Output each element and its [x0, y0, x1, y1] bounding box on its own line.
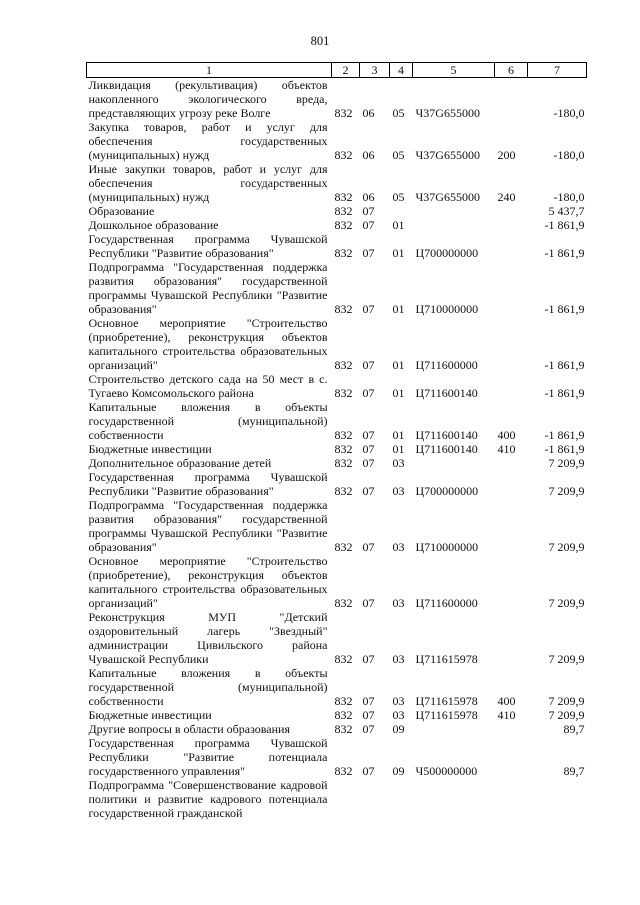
- page-number: 801: [310, 34, 330, 48]
- row-name-cell: Государственная программа Чувашской Республики "Развитие потенциала государственного управления": [88, 736, 328, 778]
- row-subsection-cell: 03: [392, 708, 405, 722]
- table-row: [87, 232, 587, 260]
- row-name-cell: Реконструкция МУП "Детский оздоровительный лагерь "Звездный" администрации Цивильского района Чувашской Республики: [88, 610, 328, 666]
- row-target-article-cell: Ц711615978: [415, 652, 478, 666]
- row-name-cell: Образование: [88, 204, 155, 218]
- row-subsection-cell: 05: [392, 106, 405, 120]
- row-admin-code-cell: 832: [334, 540, 353, 554]
- row-amount-cell: 7 209,9: [548, 540, 585, 554]
- table-row: [87, 442, 587, 456]
- row-target-article-cell: Ц710000000: [415, 540, 479, 554]
- row-admin-code-cell: 832: [334, 484, 353, 498]
- row-amount-cell: 5 437,7: [548, 204, 585, 218]
- row-expense-type-cell: [495, 470, 528, 498]
- table-row: [87, 778, 587, 820]
- row-name-cell: Подпрограмма "Государственная поддержка развития образования" государственной программы Чувашской Республики "Развитие образования": [88, 260, 328, 316]
- row-admin-code-cell: 832: [334, 596, 353, 610]
- table-row: [87, 722, 587, 736]
- row-subsection-cell: 03: [392, 694, 405, 708]
- table-row: [87, 498, 587, 554]
- row-expense-type-cell: [495, 736, 528, 778]
- row-target-article-cell: Ц711615978: [415, 694, 478, 708]
- table-row: [87, 162, 587, 204]
- row-amount-cell: 7 209,9: [548, 708, 585, 722]
- row-admin-code-cell: 832: [334, 764, 353, 778]
- row-amount-cell: -1 861,9: [544, 246, 585, 260]
- row-name-cell: Строительство детского сада на 50 мест в с. Тугаево Комсомольского района: [88, 372, 328, 400]
- row-subsection-cell: 03: [392, 596, 405, 610]
- row-amount-cell: -1 861,9: [544, 386, 585, 400]
- row-subsection-cell: 01: [392, 302, 405, 316]
- table-row: [87, 456, 587, 470]
- row-amount-cell: -1 861,9: [544, 302, 585, 316]
- row-admin-code-cell: 832: [334, 386, 353, 400]
- row-section-cell: [360, 778, 390, 820]
- row-admin-code-cell: 832: [334, 218, 353, 232]
- row-section-cell: 07: [362, 484, 375, 498]
- row-target-article-cell: Ц711600140: [415, 386, 478, 400]
- table-row: [87, 372, 587, 400]
- row-target-article-cell: Ц711600000: [415, 358, 478, 372]
- row-admin-code-cell: 832: [334, 246, 353, 260]
- row-admin-code-cell: 832: [334, 190, 353, 204]
- row-subsection-cell: 01: [392, 442, 405, 456]
- column-header-5: 5: [413, 63, 495, 78]
- row-section-cell: 07: [362, 652, 375, 666]
- row-name-cell: Дошкольное образование: [88, 218, 219, 232]
- row-expense-type-cell: [495, 218, 528, 232]
- row-name-cell: Государственная программа Чувашской Республики "Развитие образования": [88, 470, 328, 498]
- row-subsection-cell: [390, 778, 413, 820]
- row-section-cell: 07: [362, 246, 375, 260]
- row-subsection-cell: 09: [392, 722, 405, 736]
- row-subsection-cell: 01: [392, 246, 405, 260]
- row-expense-type-cell: [495, 316, 528, 372]
- row-name-cell: Иные закупки товаров, работ и услуг для обеспечения государственных (муниципальных) нужд: [88, 162, 328, 204]
- table-row: [87, 708, 587, 722]
- row-section-cell: 07: [362, 764, 375, 778]
- column-header-1: 1: [87, 63, 332, 78]
- row-section-cell: 07: [362, 386, 375, 400]
- table-row: [87, 736, 587, 778]
- row-subsection-cell: 03: [392, 456, 405, 470]
- row-name-cell: Другие вопросы в области образования: [88, 722, 290, 736]
- row-amount-cell: -180,0: [553, 148, 585, 162]
- row-amount-cell: [528, 778, 587, 820]
- row-admin-code-cell: 832: [334, 708, 353, 722]
- row-expense-type-cell: 410: [497, 442, 516, 456]
- column-header-3: 3: [360, 63, 390, 78]
- row-amount-cell: 7 209,9: [548, 694, 585, 708]
- row-subsection-cell: 03: [392, 540, 405, 554]
- row-section-cell: 07: [362, 694, 375, 708]
- row-name-cell: Основное мероприятие "Строительство (приобретение), реконструкция объектов капитального строительства образовательных организаций": [88, 316, 328, 372]
- row-expense-type-cell: 200: [497, 148, 516, 162]
- row-amount-cell: 7 209,9: [548, 596, 585, 610]
- table-row: [87, 554, 587, 610]
- row-section-cell: 06: [362, 148, 375, 162]
- column-header-6: 6: [495, 63, 528, 78]
- row-name-cell: Закупка товаров, работ и услуг для обеспечения государственных (муниципальных) нужд: [88, 120, 328, 162]
- row-target-article-cell: [413, 218, 495, 232]
- row-name-cell: Дополнительное образование детей: [88, 456, 272, 470]
- row-section-cell: 07: [362, 722, 375, 736]
- row-target-article-cell: Ч37G655000: [415, 148, 480, 162]
- row-expense-type-cell: [495, 778, 528, 820]
- row-admin-code-cell: 832: [334, 302, 353, 316]
- row-expense-type-cell: [495, 232, 528, 260]
- row-subsection-cell: 05: [392, 148, 405, 162]
- row-target-article-cell: Ц700000000: [415, 246, 479, 260]
- row-expense-type-cell: 240: [497, 190, 516, 204]
- table-row: [87, 400, 587, 442]
- row-section-cell: 07: [362, 358, 375, 372]
- table-row: [87, 120, 587, 162]
- row-admin-code-cell: 832: [334, 456, 353, 470]
- row-target-article-cell: Ц711600140: [415, 442, 478, 456]
- row-expense-type-cell: 400: [497, 694, 516, 708]
- row-name-cell: Капитальные вложения в объекты государственной (муниципальной) собственности: [88, 666, 328, 708]
- row-section-cell: 07: [362, 456, 375, 470]
- row-section-cell: 07: [362, 708, 375, 722]
- table-row: [87, 78, 587, 121]
- row-target-article-cell: Ц700000000: [415, 484, 479, 498]
- row-subsection-cell: 03: [392, 484, 405, 498]
- row-admin-code-cell: [332, 778, 360, 820]
- row-expense-type-cell: [495, 260, 528, 316]
- table-row: [87, 260, 587, 316]
- row-target-article-cell: Ц711600140: [415, 428, 478, 442]
- row-section-cell: 07: [362, 428, 375, 442]
- row-subsection-cell: 01: [392, 358, 405, 372]
- row-target-article-cell: [413, 204, 495, 218]
- row-expense-type-cell: 400: [497, 428, 516, 442]
- row-subsection-cell: 01: [392, 386, 405, 400]
- row-name-cell: Подпрограмма "Государственная поддержка развития образования" государственной программы Чувашской Республики "Развитие образования": [88, 498, 328, 554]
- row-section-cell: 07: [362, 218, 375, 232]
- row-expense-type-cell: [495, 204, 528, 218]
- budget-table: [86, 62, 587, 820]
- row-target-article-cell: Ч500000000: [415, 764, 478, 778]
- row-name-cell: Ликвидация (рекультивация) объектов накопленного экологического вреда, представляющих угрозу реке Волге: [88, 78, 328, 120]
- row-expense-type-cell: [495, 498, 528, 554]
- row-subsection-cell: 01: [392, 218, 405, 232]
- table-row: [87, 204, 587, 218]
- row-expense-type-cell: [495, 78, 528, 121]
- row-expense-type-cell: [495, 372, 528, 400]
- row-section-cell: 07: [362, 204, 375, 218]
- row-admin-code-cell: 832: [334, 148, 353, 162]
- column-header-2: 2: [332, 63, 360, 78]
- row-expense-type-cell: [495, 610, 528, 666]
- table-row: [87, 610, 587, 666]
- row-target-article-cell: Ч37G655000: [415, 106, 480, 120]
- row-expense-type-cell: 410: [497, 708, 516, 722]
- row-amount-cell: -1 861,9: [544, 218, 585, 232]
- row-amount-cell: 89,7: [563, 764, 585, 778]
- column-header-4: 4: [390, 63, 413, 78]
- table-row: [87, 470, 587, 498]
- row-target-article-cell: Ц711600000: [415, 596, 478, 610]
- table-row: [87, 316, 587, 372]
- row-target-article-cell: [413, 456, 495, 470]
- row-name-cell: Бюджетные инвестиции: [88, 442, 212, 456]
- row-name-cell: Бюджетные инвестиции: [88, 708, 212, 722]
- row-subsection-cell: 01: [392, 428, 405, 442]
- row-admin-code-cell: 832: [334, 106, 353, 120]
- row-expense-type-cell: [495, 554, 528, 610]
- row-amount-cell: -1 861,9: [544, 358, 585, 372]
- row-admin-code-cell: 832: [334, 204, 353, 218]
- row-name-cell: Государственная программа Чувашской Республики "Развитие образования": [88, 232, 328, 260]
- row-section-cell: 06: [362, 190, 375, 204]
- row-admin-code-cell: 832: [334, 358, 353, 372]
- row-name-cell: Подпрограмма "Совершенствование кадровой политики и развитие кадрового потенциала государственной гражданской: [88, 778, 328, 820]
- row-section-cell: 07: [362, 302, 375, 316]
- table-row: [87, 218, 587, 232]
- row-name-cell: Основное мероприятие "Строительство (приобретение), реконструкция объектов капитального строительства образовательных организаций": [88, 554, 328, 610]
- row-expense-type-cell: [495, 722, 528, 736]
- row-amount-cell: 7 209,9: [548, 456, 585, 470]
- row-admin-code-cell: 832: [334, 652, 353, 666]
- row-target-article-cell: Ц711615978: [415, 708, 478, 722]
- row-section-cell: 07: [362, 442, 375, 456]
- row-subsection-cell: 09: [392, 764, 405, 778]
- row-amount-cell: -180,0: [553, 190, 585, 204]
- row-amount-cell: -180,0: [553, 106, 585, 120]
- row-amount-cell: 89,7: [563, 722, 585, 736]
- row-section-cell: 07: [362, 540, 375, 554]
- row-name-cell: Капитальные вложения в объекты государственной (муниципальной) собственности: [88, 400, 328, 442]
- row-target-article-cell: [413, 722, 495, 736]
- row-subsection-cell: [390, 204, 413, 218]
- row-expense-type-cell: [495, 456, 528, 470]
- row-target-article-cell: Ц710000000: [415, 302, 479, 316]
- row-amount-cell: 7 209,9: [548, 652, 585, 666]
- row-subsection-cell: 03: [392, 652, 405, 666]
- row-admin-code-cell: 832: [334, 428, 353, 442]
- row-amount-cell: 7 209,9: [548, 484, 585, 498]
- row-admin-code-cell: 832: [334, 694, 353, 708]
- row-admin-code-cell: 832: [334, 722, 353, 736]
- row-section-cell: 07: [362, 596, 375, 610]
- row-subsection-cell: 05: [392, 190, 405, 204]
- row-amount-cell: -1 861,9: [544, 428, 585, 442]
- column-header-7: 7: [528, 63, 587, 78]
- table-row: [87, 666, 587, 708]
- row-amount-cell: -1 861,9: [544, 442, 585, 456]
- row-section-cell: 06: [362, 106, 375, 120]
- row-target-article-cell: Ч37G655000: [415, 190, 480, 204]
- table-header-row: [87, 63, 587, 78]
- row-admin-code-cell: 832: [334, 442, 353, 456]
- row-target-article-cell: [413, 778, 495, 820]
